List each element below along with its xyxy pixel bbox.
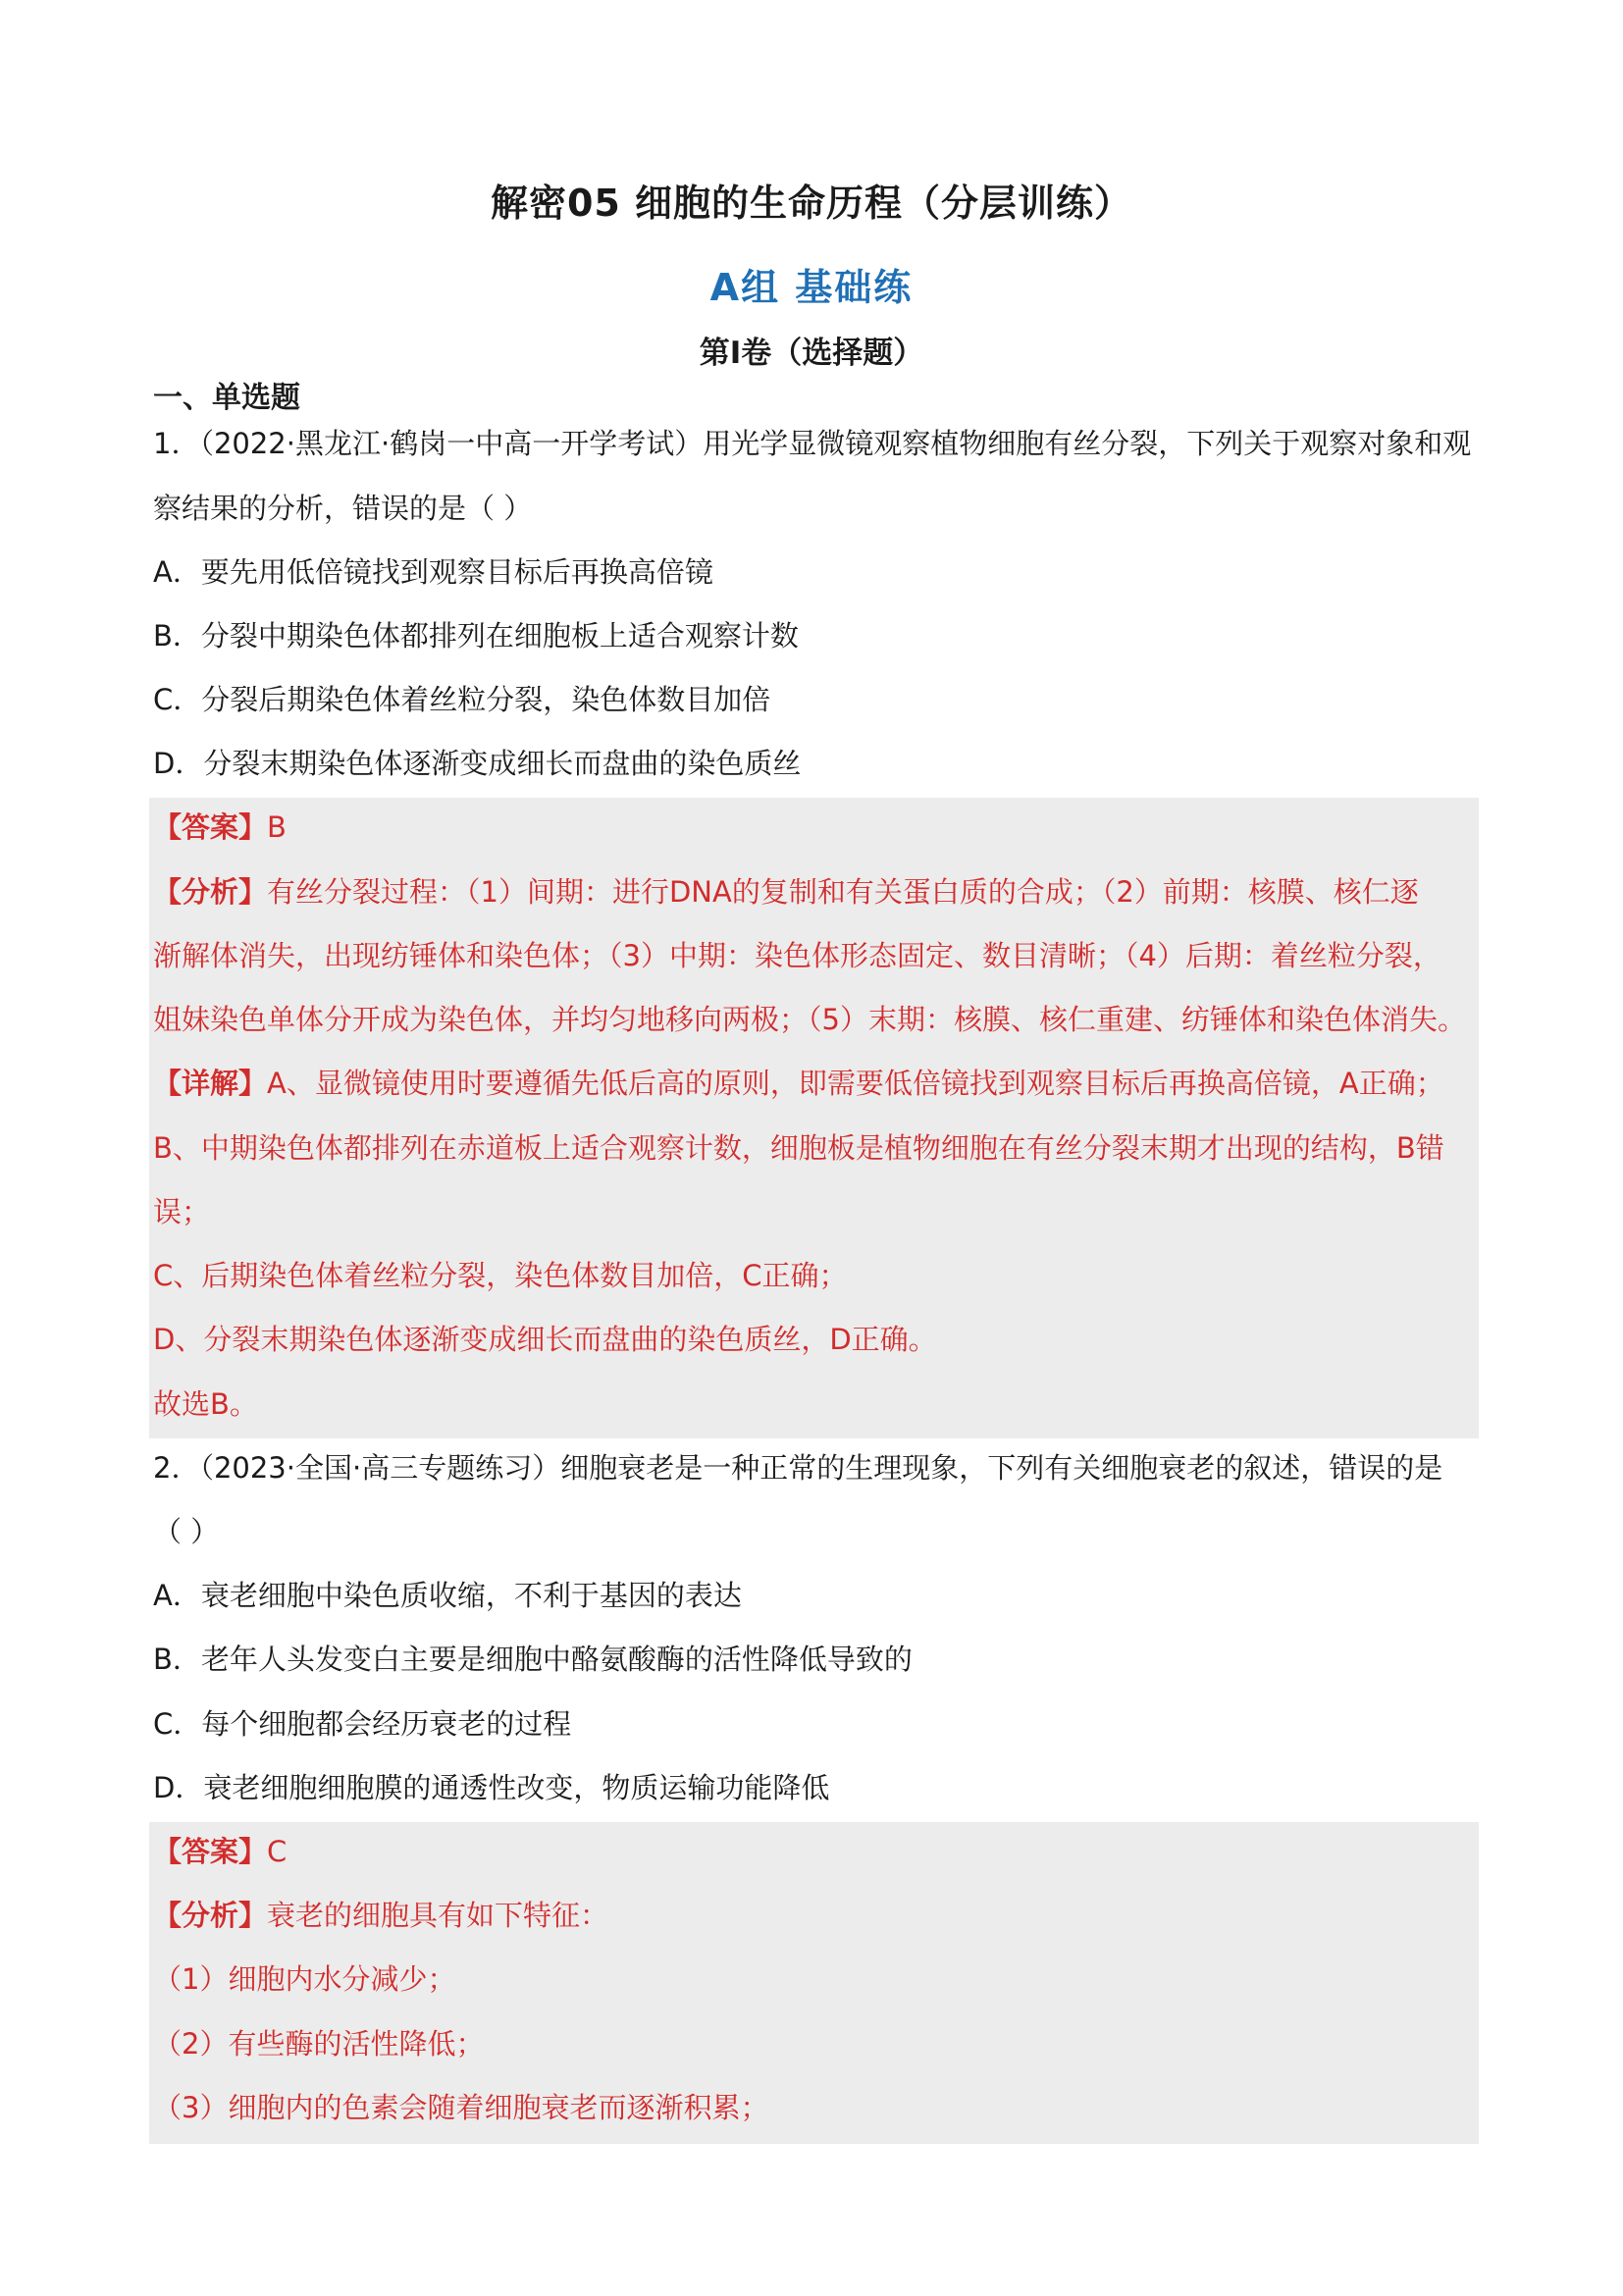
q2-analysis-item-1: （1）细胞内水分减少；	[153, 1962, 456, 1996]
group-heading: A组 基础练	[709, 266, 914, 309]
answer-value: B	[267, 810, 287, 844]
analysis-text: 有丝分裂过程：（1）间期：进行DNA的复制和有关蛋白质的合成；（2）前期：核膜、核仁逐	[267, 875, 1419, 909]
q2-stem-line-1: 2．（2023·全国·高三专题练习）细胞衰老是一种正常的生理现象，下列有关细胞衰老的叙述，错误的是	[153, 1451, 1443, 1485]
document-title: 解密05 细胞的生命历程（分层训练）	[490, 182, 1133, 225]
q2-option-c: C．每个细胞都会经历衰老的过程	[153, 1707, 572, 1741]
q1-detail-line-3: 误；	[153, 1195, 211, 1228]
q1-option-d: D．分裂末期染色体逐渐变成细长而盘曲的染色质丝	[153, 747, 802, 780]
q1-detail-line-4: C、后期染色体着丝粒分裂，染色体数目加倍，C正确；	[153, 1259, 848, 1292]
q1-stem-line-1: 1．（2022·黑龙江·鹤岗一中高一开学考试）用光学显微镜观察植物细胞有丝分裂，下列关于观察对象和观	[153, 427, 1472, 460]
analysis-tag: 【分析】	[153, 875, 268, 909]
q2-analysis-item-2: （2）有些酶的活性降低；	[153, 2027, 485, 2061]
detail-text: A、显微镜使用时要遵循先低后高的原则，即需要低倍镜找到观察目标后再换高倍镜，A正确；	[267, 1067, 1444, 1100]
q1-stem-line-2: 察结果的分析，错误的是（ ）	[153, 492, 533, 525]
q1-analysis-line-2: 渐解体消失，出现纺锤体和染色体；（3）中期：染色体形态固定、数目清晰；（4）后期：着丝粒分裂，	[153, 939, 1441, 972]
q1-detail-line-5: D、分裂末期染色体逐渐变成细长而盘曲的染色质丝，D正确。	[153, 1323, 937, 1356]
answer-value: C	[267, 1835, 288, 1868]
q2-stem-line-2: （ ）	[153, 1515, 220, 1548]
q1-conclusion: 故选B。	[153, 1387, 258, 1421]
detail-tag: 【详解】	[153, 1067, 268, 1100]
q1-detail-line-1	[153, 1064, 1444, 1103]
q2-analysis-line-1	[153, 1896, 608, 1935]
q2-answer	[153, 1832, 287, 1871]
answer-tag: 【答案】	[153, 1835, 268, 1868]
analysis-text: 衰老的细胞具有如下特征：	[267, 1899, 609, 1932]
q2-option-a: A．衰老细胞中染色质收缩，不利于基因的表达	[153, 1579, 742, 1612]
q1-analysis-line-3: 姐妹染色单体分开成为染色体，并均匀地移向两极；（5）末期：核膜、核仁重建、纺锤体和染色体消失。	[153, 1003, 1466, 1036]
section-heading: 一、单选题	[153, 381, 300, 415]
volume-heading: 第Ⅰ卷（选择题）	[699, 336, 924, 371]
q1-option-a: A．要先用低倍镜找到观察目标后再换高倍镜	[153, 555, 713, 589]
q2-option-b: B．老年人头发变白主要是细胞中酪氨酸酶的活性降低导致的	[153, 1643, 913, 1676]
q1-option-c: C．分裂后期染色体着丝粒分裂，染色体数目加倍	[153, 683, 771, 716]
answer-tag: 【答案】	[153, 810, 268, 844]
q1-analysis-line-1	[153, 872, 1419, 912]
q2-option-d: D．衰老细胞细胞膜的通透性改变，物质运输功能降低	[153, 1771, 830, 1804]
analysis-tag: 【分析】	[153, 1899, 268, 1932]
q2-analysis-item-3: （3）细胞内的色素会随着细胞衰老而逐渐积累；	[153, 2091, 769, 2124]
q1-answer	[153, 808, 287, 847]
q1-option-b: B．分裂中期染色体都排列在细胞板上适合观察计数	[153, 619, 799, 652]
q1-detail-line-2: B、中期染色体都排列在赤道板上适合观察计数，细胞板是植物细胞在有丝分裂末期才出现的结构，B错	[153, 1131, 1444, 1165]
